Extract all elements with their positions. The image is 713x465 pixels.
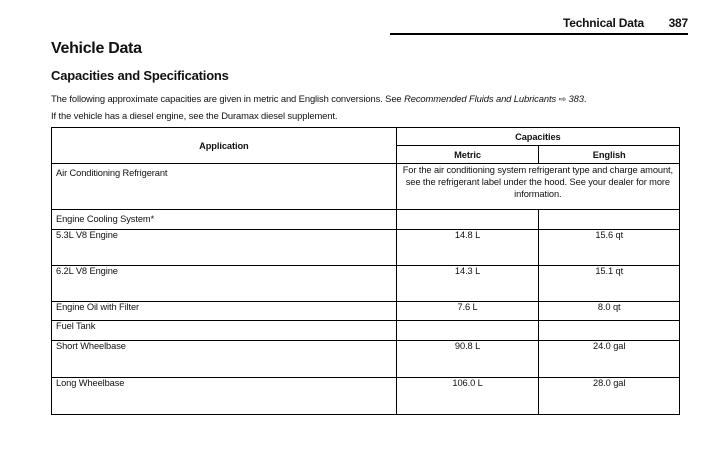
header-application: Application <box>52 128 397 164</box>
table-cell-english: 24.0 gal <box>539 341 680 378</box>
table-cell-english: 28.0 gal <box>539 378 680 415</box>
intro-line-2: If the vehicle has a diesel engine, see the Duramax diesel supplement. <box>51 110 338 121</box>
table-cell-metric: 14.3 L <box>396 266 539 302</box>
row-label-ac: Air Conditioning Refrigerant <box>52 164 397 210</box>
empty-cell <box>396 321 539 341</box>
table-row-label: Long Wheelbase <box>52 378 397 415</box>
table-cell-metric: 14.8 L <box>396 230 539 266</box>
header-english: English <box>539 146 680 164</box>
running-head <box>390 16 688 35</box>
section-subtitle: Capacities and Specifications <box>51 68 229 83</box>
row-label-fuel: Fuel Tank <box>52 321 397 341</box>
table-row-label: 5.3L V8 Engine <box>52 230 397 266</box>
empty-cell <box>539 210 680 230</box>
empty-cell <box>396 210 539 230</box>
page-number: 387 <box>668 16 688 30</box>
running-head-section: Technical Data <box>562 16 644 30</box>
page-reference-arrow-icon: ⇨ <box>558 94 567 104</box>
intro-period: . <box>583 93 587 104</box>
table-cell-english: 8.0 qt <box>539 302 680 321</box>
intro-line-1 <box>51 93 586 105</box>
capacities-table <box>51 127 680 415</box>
empty-cell <box>539 321 680 341</box>
page-title: Vehicle Data <box>51 40 142 57</box>
table-row-label: 6.2L V8 Engine <box>52 266 397 302</box>
table-cell-english: 15.6 qt <box>539 230 680 266</box>
cross-reference-page[interactable]: 383 <box>568 93 584 104</box>
cross-reference-link[interactable]: Recommended Fluids and Lubricants <box>404 93 557 104</box>
table-cell-metric: 7.6 L <box>396 302 539 321</box>
header-metric: Metric <box>396 146 539 164</box>
table-row-label: Short Wheelbase <box>52 341 397 378</box>
header-capacities: Capacities <box>396 128 679 146</box>
row-label-cooling: Engine Cooling System* <box>52 210 397 230</box>
table-cell-english: 15.1 qt <box>539 266 680 302</box>
row-label-oil: Engine Oil with Filter <box>52 302 397 321</box>
table-cell-metric: 90.8 L <box>396 341 539 378</box>
table-cell-metric: 106.0 L <box>396 378 539 415</box>
intro-text: The following approximate capacities are given in metric and English conversions. See <box>51 93 405 104</box>
ac-note: For the air conditioning system refrigerant type and charge amount, see the refrigerant label under the hood. See your dealer for more information. <box>396 164 679 210</box>
